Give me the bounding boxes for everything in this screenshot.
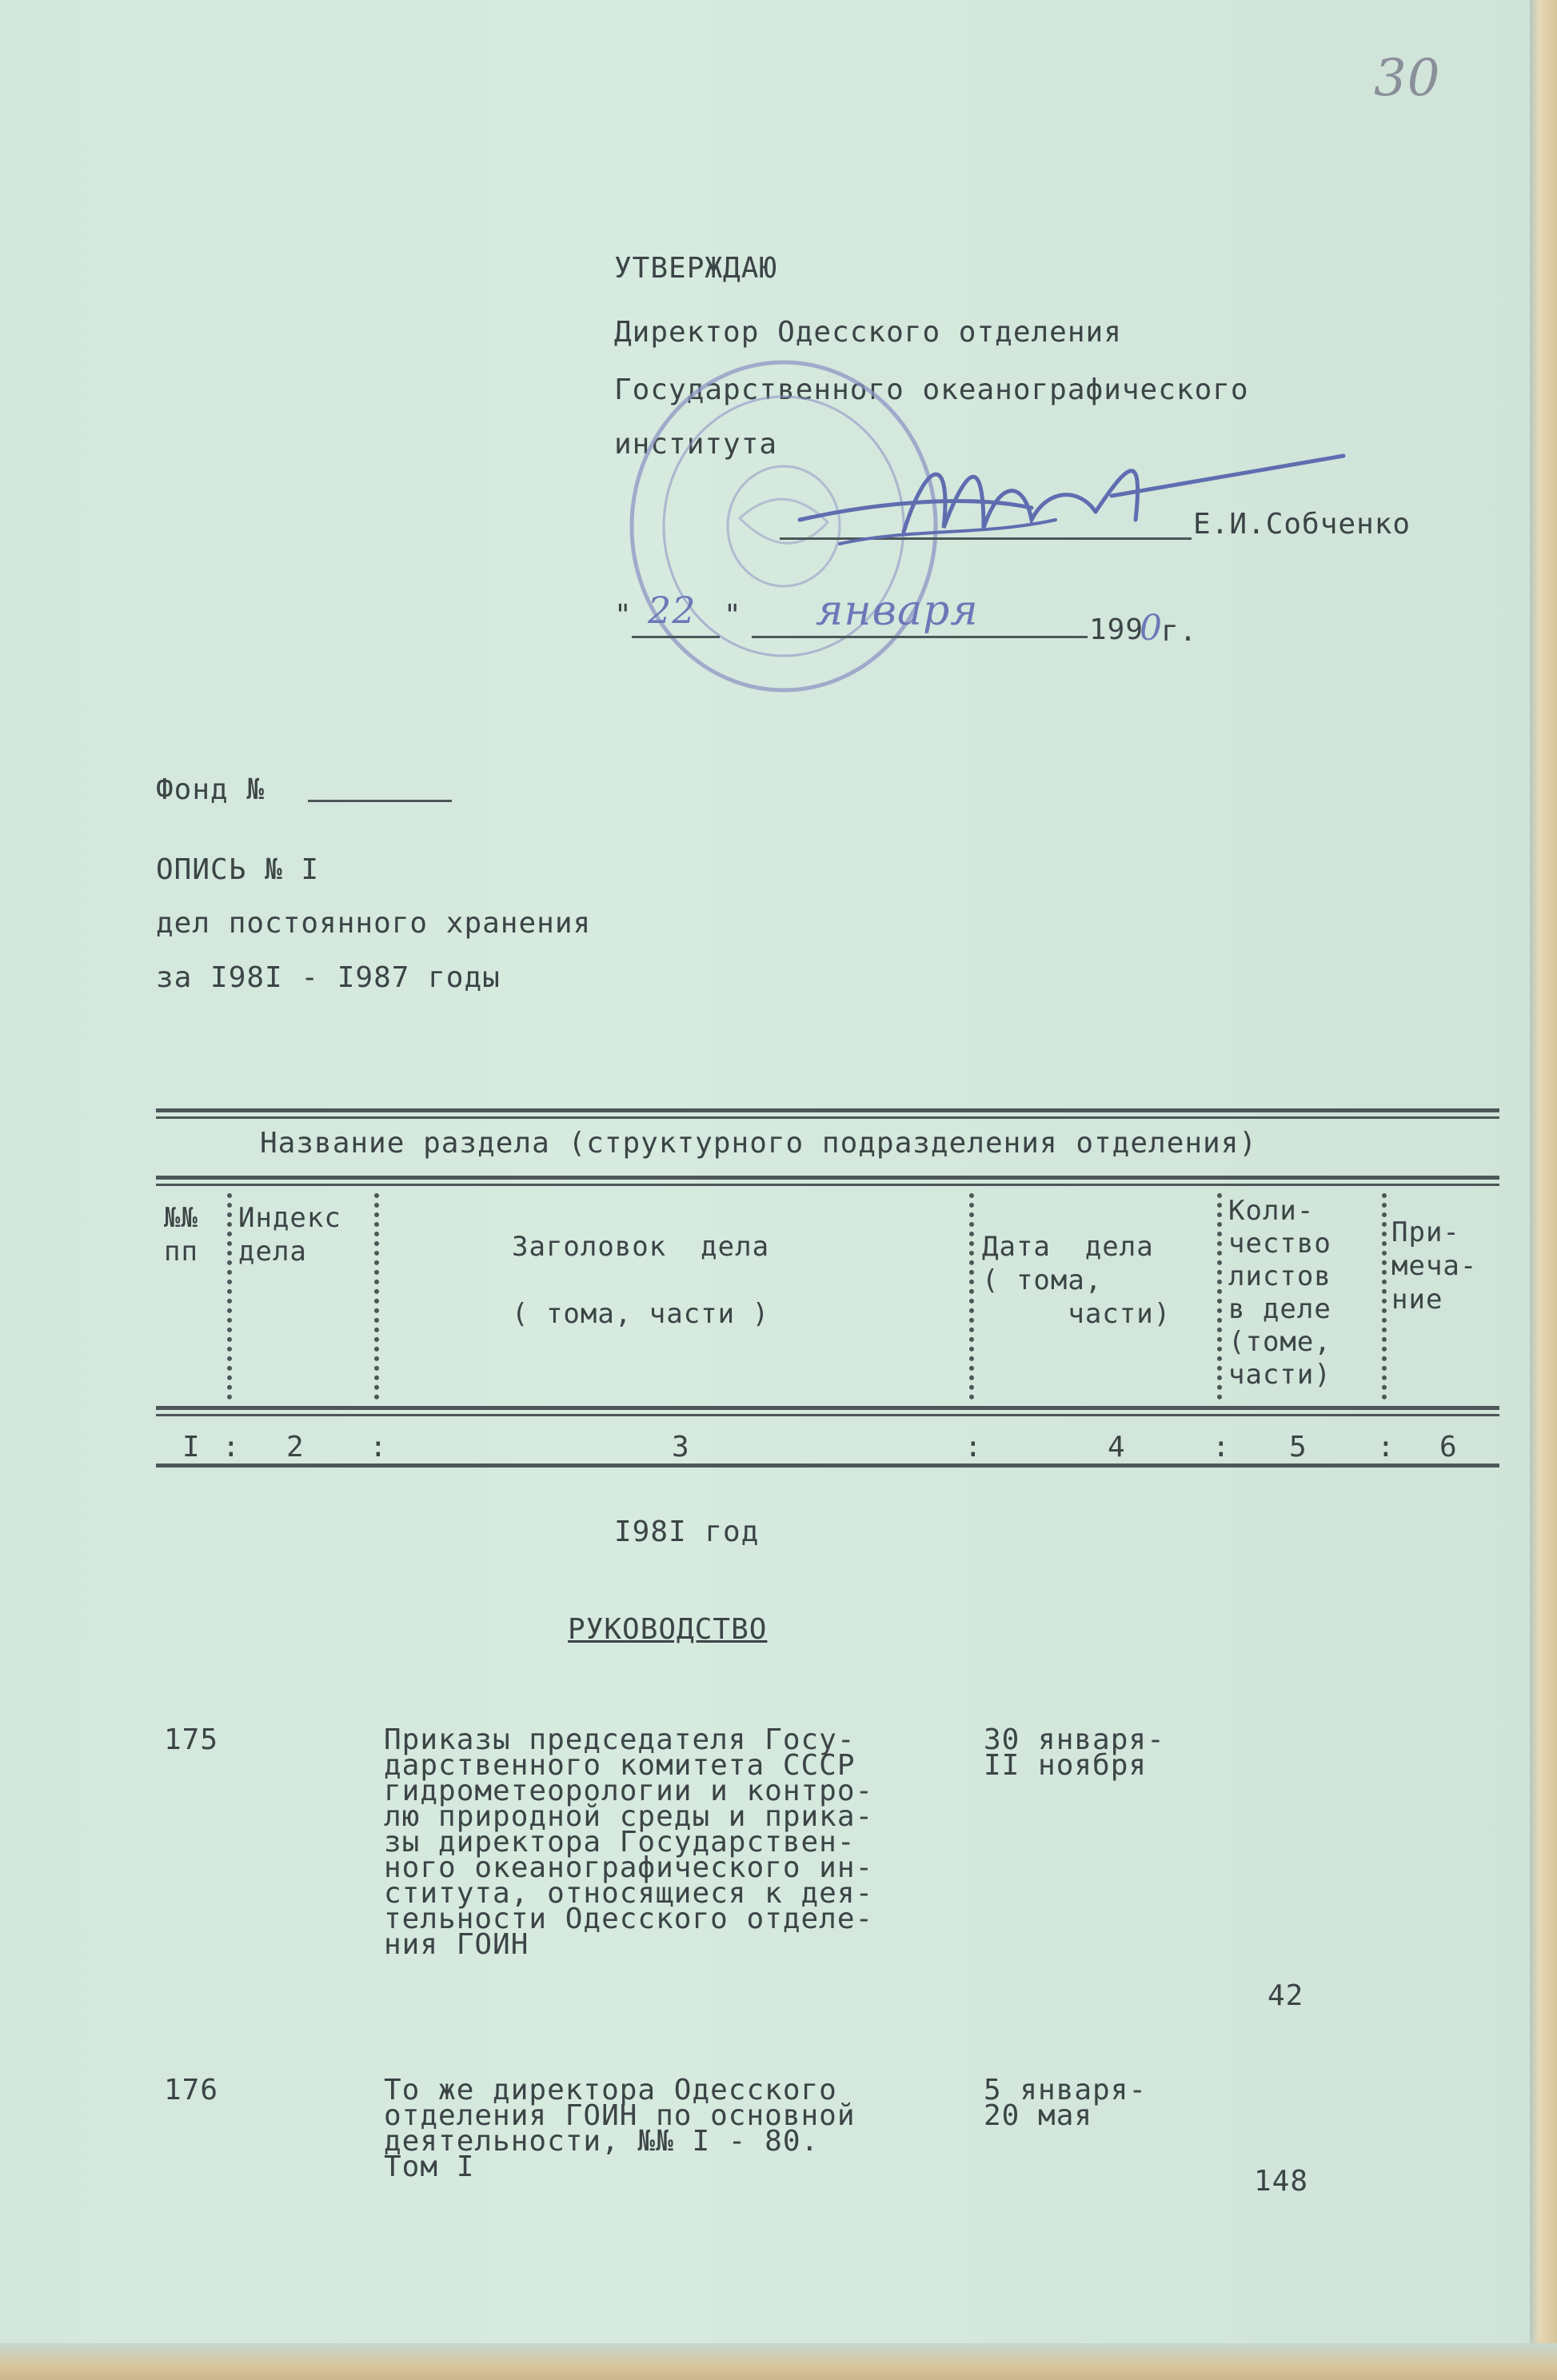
- entry-date: 5 января- 20 мая: [984, 2074, 1148, 2132]
- col-header-sheets: Коли- чество листов в деле (томе, части): [1228, 1195, 1331, 1391]
- approval-heading: УТВЕРЖДАЮ: [614, 252, 778, 285]
- col-number-sep-1: :: [222, 1431, 241, 1464]
- col-separator-4: [1217, 1193, 1222, 1400]
- year-heading: I98I год: [614, 1515, 760, 1548]
- date-close-quote: ": [724, 599, 742, 632]
- entry-number: 176: [164, 2074, 219, 2106]
- col-number-4: 4: [1108, 1431, 1125, 1464]
- paper-edge-right: [1530, 0, 1557, 2380]
- col-separator-2: [374, 1193, 379, 1400]
- col-number-3: 3: [672, 1431, 689, 1464]
- date-month-line: [752, 636, 1088, 638]
- approval-position-line1: Директор Одесского отделения: [614, 316, 1122, 349]
- col-number-sep-3: :: [964, 1431, 983, 1464]
- col-header-number: №№ пп: [164, 1202, 198, 1268]
- paper-edge-bottom: [0, 2343, 1557, 2380]
- col-number-sep-4: :: [1212, 1431, 1231, 1464]
- fond-label: Фонд №: [156, 773, 265, 806]
- col-separator-3: [969, 1193, 974, 1400]
- col-header-title: Заголовок дела ( тома, части ): [512, 1231, 770, 1330]
- entry-title: То же директора Одесского отделения ГОИН по основной деятельности, №№ I - 80. Том I: [384, 2074, 856, 2183]
- inventory-line3: за I98I - I987 годы: [156, 961, 501, 994]
- entry-sheets: 148: [1254, 2165, 1309, 2198]
- date-year-suffix: г.: [1161, 615, 1198, 648]
- table-columns-rule: [156, 1406, 1499, 1410]
- entry-sheets: 42: [1268, 1979, 1304, 2012]
- col-header-date: Дата дела ( тома, части): [982, 1231, 1172, 1330]
- entry-title: Приказы председателя Госу- дарственного комитета СССР гидрометеорологии и контро- лю природной среды и прика- зы директора Государствен- ного океанографического ин- ститута, относящиеся к дея- тельности Одесского отделе- ния ГОИН: [384, 1723, 874, 1961]
- inventory-line2: дел постоянного хранения: [156, 907, 592, 940]
- date-year-hand: 0: [1140, 608, 1163, 649]
- table-section-header: Название раздела (структурного подразделения отделения): [260, 1127, 1258, 1160]
- approver-name: Е.И.Собченко: [1193, 508, 1411, 541]
- signature: [792, 432, 1351, 560]
- table-numbers-rule: [156, 1464, 1499, 1468]
- col-separator-1: [227, 1193, 232, 1400]
- section-title: РУКОВОДСТВО: [568, 1613, 768, 1646]
- date-day-line: [632, 636, 720, 638]
- entry-date: 30 января- II ноября: [984, 1723, 1165, 1782]
- date-open-quote: ": [614, 599, 633, 632]
- approval-position-line3: института: [614, 428, 778, 461]
- date-day: 22: [648, 589, 697, 632]
- fond-number-line: [308, 800, 452, 802]
- inventory-title: ОПИСЬ № I: [156, 853, 320, 886]
- col-number-sep-2: :: [369, 1431, 388, 1464]
- approval-position-line2: Государственного океанографического: [614, 373, 1249, 406]
- col-number-2: 2: [286, 1431, 304, 1464]
- col-header-index: Индекс дела: [238, 1202, 341, 1268]
- col-number-1: I: [182, 1431, 200, 1464]
- table-top-rule-2: [156, 1116, 1499, 1119]
- table-columns-rule-2: [156, 1414, 1499, 1416]
- page-number: 30: [1374, 49, 1441, 108]
- col-header-notes: При- меча- ние: [1391, 1216, 1478, 1316]
- col-separator-5: [1382, 1193, 1387, 1400]
- table-section-rule: [156, 1176, 1499, 1180]
- table-section-rule-2: [156, 1184, 1499, 1186]
- col-number-sep-5: :: [1377, 1431, 1395, 1464]
- col-number-6: 6: [1439, 1431, 1457, 1464]
- col-number-5: 5: [1289, 1431, 1307, 1464]
- date-month: января: [816, 587, 979, 635]
- table-top-rule: [156, 1108, 1499, 1112]
- date-year-prefix: 199: [1089, 613, 1144, 646]
- entry-number: 175: [164, 1723, 219, 1756]
